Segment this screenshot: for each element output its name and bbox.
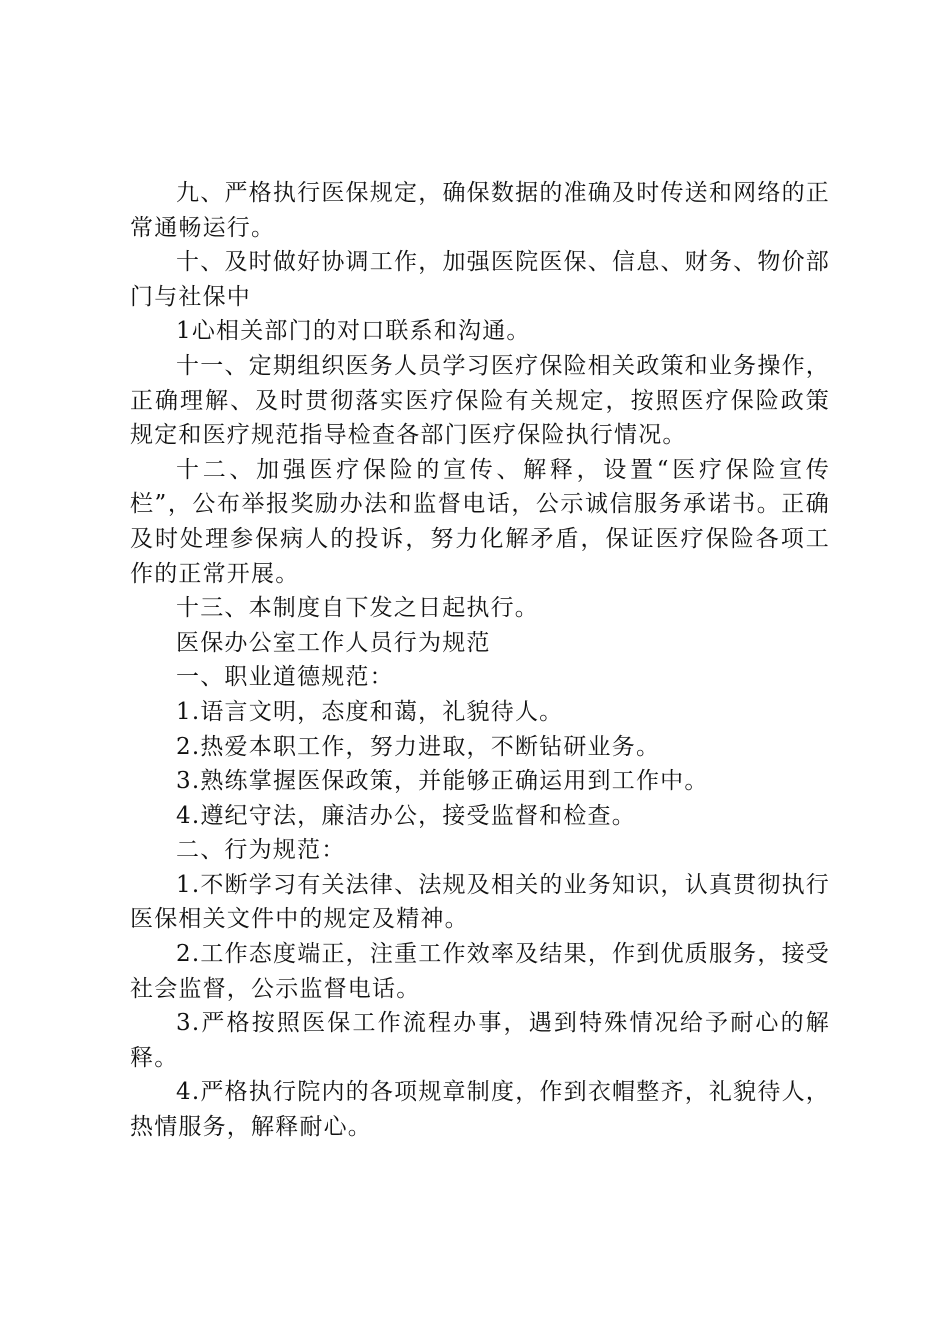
- paragraph-9: 九、严格执行医保规定，确保数据的准确及时传送和网络的正常通畅运行。: [130, 180, 830, 241]
- ethics-item-1: 1.语言文明，态度和蔼，礼貌待人。: [176, 698, 564, 725]
- heading-ethics: 一、职业道德规范：: [176, 664, 394, 691]
- paragraph-11: 十一、定期组织医务人员学习医疗保险相关政策和业务操作，正确理解、及时贯彻落实医疗保险有关规定，按照医疗保险政策规定和医疗规范指导检查各部门医疗保险执行情况。: [130, 352, 830, 449]
- paragraph-13: 十三、本制度自下发之日起执行。: [176, 595, 539, 622]
- ethics-item-4: 4.遵纪守法，廉洁办公，接受监督和检查。: [176, 802, 636, 829]
- ethics-item-3: 3.熟练掌握医保政策，并能够正确运用到工作中。: [176, 768, 709, 795]
- document-body: [130, 176, 830, 1145]
- conduct-item-3: 3.严格按照医保工作流程办事，遇到特殊情况给予耐心的解释。: [130, 1010, 830, 1071]
- paragraph-10-continued: 1心相关部门的对口联系和沟通。: [176, 318, 531, 345]
- section-title: 医保办公室工作人员行为规范: [176, 629, 491, 656]
- ethics-item-2: 2.热爱本职工作，努力进取，不断钻研业务。: [176, 733, 661, 760]
- heading-conduct: 二、行为规范：: [176, 837, 346, 864]
- conduct-item-4: 4.严格执行院内的各项规章制度，作到衣帽整齐，礼貌待人，热情服务，解释耐心。: [130, 1079, 830, 1141]
- paragraph-12: 十二、加强医疗保险的宣传、解释，设置“医疗保险宣传栏”，公布举报奖励办法和监督电话，公示诚信服务承诺书。正确及时处理参保病人的投诉，努力化解矛盾，保证医疗保险各项工作的正常开展。: [130, 456, 830, 587]
- conduct-item-1: 1.不断学习有关法律、法规及相关的业务知识，认真贯彻执行医保相关文件中的规定及精神。: [130, 871, 830, 933]
- paragraph-10: 十、及时做好协调工作，加强医院医保、信息、财务、物价部门与社保中: [130, 249, 830, 310]
- conduct-item-2: 2.工作态度端正，注重工作效率及结果，作到优质服务，接受社会监督，公示监督电话。: [130, 941, 830, 1002]
